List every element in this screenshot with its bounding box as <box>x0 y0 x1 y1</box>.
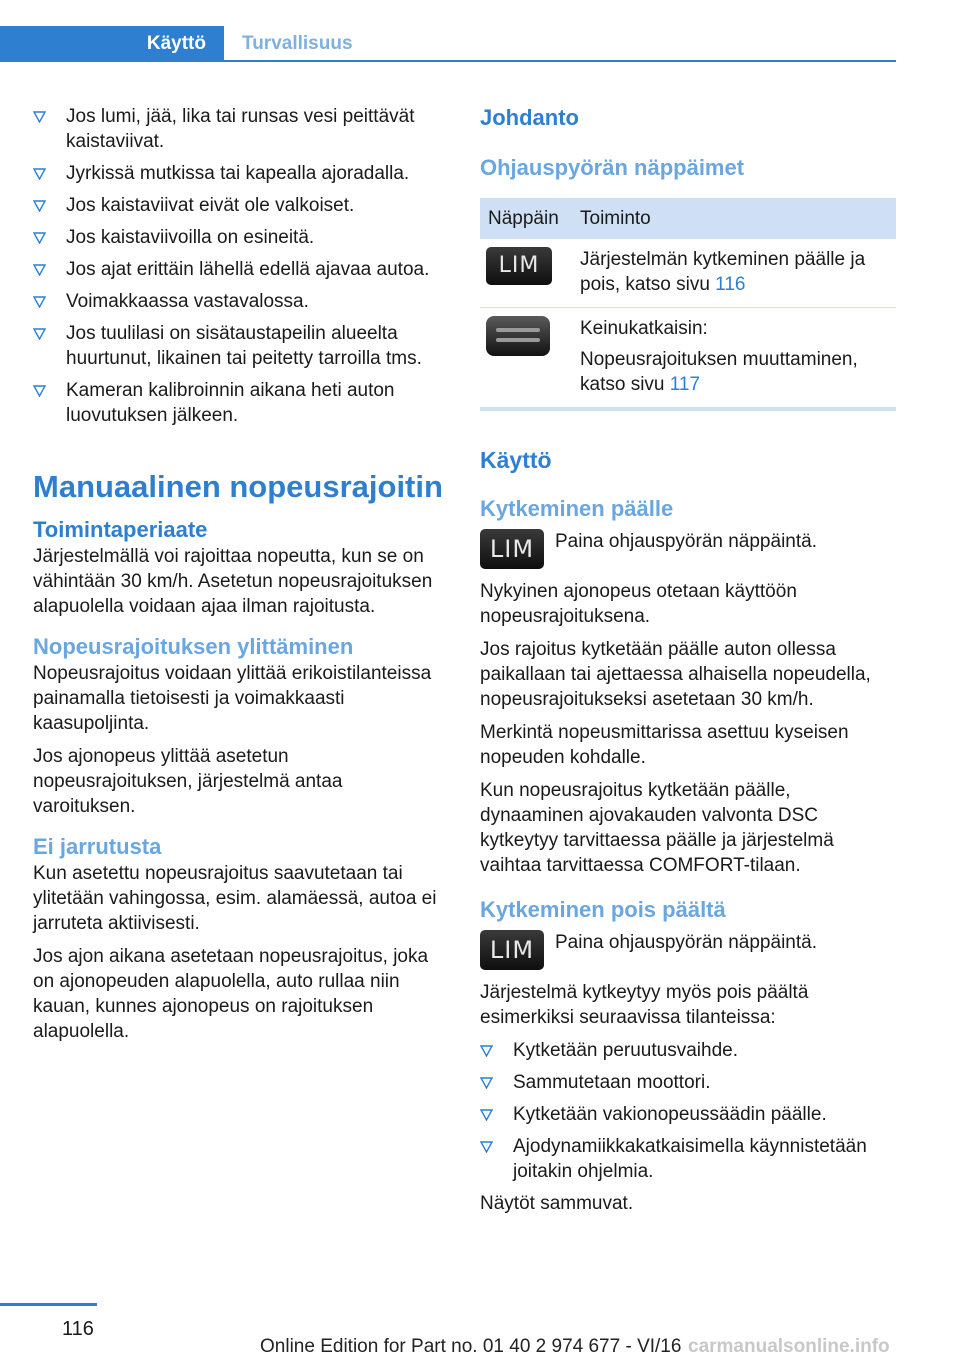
brake-paragraph-1: Kun asetettu nopeusrajoitus saavutetaan tai ylitetään vahingossa, esim. alamäessä, autoa ei jarruteta aktiivisesti. <box>33 863 437 934</box>
list-item: Sammutetaan moottori. <box>480 1070 896 1095</box>
exceed-heading: Nopeusrajoituksen ylittäminen <box>33 634 354 659</box>
footer-rule <box>0 1303 97 1306</box>
on-heading: Kytkeminen päälle <box>480 496 674 521</box>
lim-button-icon: LIM <box>480 930 544 970</box>
triangle-bullet-icon <box>480 1109 493 1121</box>
exceed-paragraph-2: Jos ajonopeus ylittää asetetun nopeusrajoituksen, järjestelmä antaa varoituksen. <box>33 746 343 817</box>
rocker-switch-icon <box>486 316 550 356</box>
list-item: Jos lumi, jää, lika tai runsas vesi peittävät kaistaviivat. <box>33 104 449 154</box>
triangle-bullet-icon <box>33 328 46 340</box>
tab-kaytto[interactable]: Käyttö <box>0 26 224 62</box>
col-function-header: Toiminto <box>572 198 896 239</box>
brake-heading: Ei jarrutusta <box>33 834 162 859</box>
triangle-bullet-icon <box>480 1045 493 1057</box>
triangle-bullet-icon <box>33 200 46 212</box>
triangle-bullet-icon <box>33 111 46 123</box>
on-paragraph-1: Nykyinen ajonopeus otetaan käyttöön nopeusrajoituksena. <box>480 581 797 627</box>
on-instruction: Paina ohjauspyörän näppäintä. <box>555 531 817 552</box>
table-row: LIM Järjestelmän kytkeminen päälle ja pois, katso sivu 116 <box>480 239 896 308</box>
header-tabbar <box>0 26 896 62</box>
watermark: carmanualsonline.info <box>688 1336 890 1357</box>
list-item: Kytketään vakionopeussäädin päälle. <box>480 1102 896 1127</box>
on-paragraph-2: Jos rajoitus kytketään päälle auton ollessa paikallaan tai ajettaessa alhaisella nopeudella, nopeusrajoitukseksi asetetaan 30 km/h. <box>480 639 871 710</box>
exceed-paragraph-1: Nopeusrajoitus voidaan ylittää erikoistilanteissa painamalla tietoisesti ja voimakkaasti kaasupoljinta. <box>33 663 432 734</box>
lim-button-icon: LIM <box>480 529 544 569</box>
tab-turvallisuus[interactable]: Turvallisuus <box>242 33 353 54</box>
use-heading: Käyttö <box>480 447 552 473</box>
page-link-117[interactable]: 117 <box>669 374 701 395</box>
buttons-heading: Ohjauspyörän näppäimet <box>480 155 745 180</box>
brake-paragraph-2: Jos ajon aikana asetetaan nopeusrajoitus, joka on ajonopeuden alapuolella, auto rullaa niin kauan, kunnes ajonopeus on rajoituksen alapuolella. <box>33 946 429 1042</box>
lim-button-icon: LIM <box>486 247 552 285</box>
table-header-row <box>480 198 896 239</box>
right-column <box>480 104 896 1224</box>
on-paragraph-4: Kun nopeusrajoitus kytketään päälle, dynaaminen ajovakauden valvonta DSC kytkeytyy tarvittaessa päälle ja järjestelmä vaihtaa tarvittaessa COMFORT-tilaan. <box>480 780 834 876</box>
list-item: Voimakkaassa vastavalossa. <box>33 289 449 314</box>
off-heading: Kytkeminen pois päältä <box>480 897 726 922</box>
list-item: Jos kaistaviivat eivät ole valkoiset. <box>33 193 449 218</box>
on-instruction-row <box>480 529 896 569</box>
list-item: Kytketään peruutusvaihde. <box>480 1038 896 1063</box>
triangle-bullet-icon <box>33 385 46 397</box>
list-item: Jos tuulilasi on sisätaustapeilin alueelta huurtunut, likainen tai peitetty tarroilla tms. <box>33 321 449 371</box>
rocker-title: Keinukatkaisin: <box>580 318 708 339</box>
off-paragraph-2: Näytöt sammuvat. <box>480 1193 634 1214</box>
triangle-bullet-icon <box>33 168 46 180</box>
list-item: Jos ajat erittäin lähellä edellä ajavaa autoa. <box>33 257 449 282</box>
list-item: Ajodynamiikkakatkaisimella käynnistetään joitakin ohjelmia. <box>480 1134 896 1184</box>
table-row: Keinukatkaisin: Nopeusrajoituksen muuttaminen, katso sivu 117 <box>480 308 896 410</box>
buttons-table <box>480 198 896 411</box>
off-paragraph-1: Järjestelmä kytkeytyy myös pois päältä esimerkiksi seuraavissa tilanteissa: <box>480 982 809 1028</box>
off-conditions-list <box>480 1038 896 1184</box>
off-instruction-row <box>480 930 896 970</box>
page-number: 116 <box>62 1318 94 1340</box>
intro-heading: Johdanto <box>480 105 579 130</box>
page-link-116[interactable]: 116 <box>715 274 746 295</box>
principle-text: Järjestelmällä voi rajoittaa nopeutta, kun se on vähintään 30 km/h. Asetetun nopeusrajoituksen alapuolella voidaan ajaa ilman rajoitusta. <box>33 546 433 617</box>
col-key-header: Näppäin <box>480 198 572 239</box>
condition-list <box>33 104 449 428</box>
off-instruction: Paina ohjauspyörän näppäintä. <box>555 932 817 953</box>
list-item: Kameran kalibroinnin aikana heti auton luovutuksen jälkeen. <box>33 378 449 428</box>
list-item: Jyrkissä mutkissa tai kapealla ajoradalla. <box>33 161 449 186</box>
triangle-bullet-icon <box>480 1077 493 1089</box>
triangle-bullet-icon <box>33 232 46 244</box>
on-paragraph-3: Merkintä nopeusmittarissa asettuu kyseisen nopeuden kohdalle. <box>480 722 849 768</box>
triangle-bullet-icon <box>33 264 46 276</box>
list-item: Jos kaistaviivoilla on esineitä. <box>33 225 449 250</box>
left-column <box>33 104 449 1052</box>
main-heading: Manuaalinen nopeusrajoitin <box>33 469 443 504</box>
triangle-bullet-icon <box>480 1141 493 1153</box>
principle-heading: Toimintaperiaate <box>33 517 208 542</box>
triangle-bullet-icon <box>33 296 46 308</box>
edition-note: Online Edition for Part no. 01 40 2 974 677 - VI/16 <box>260 1336 682 1357</box>
